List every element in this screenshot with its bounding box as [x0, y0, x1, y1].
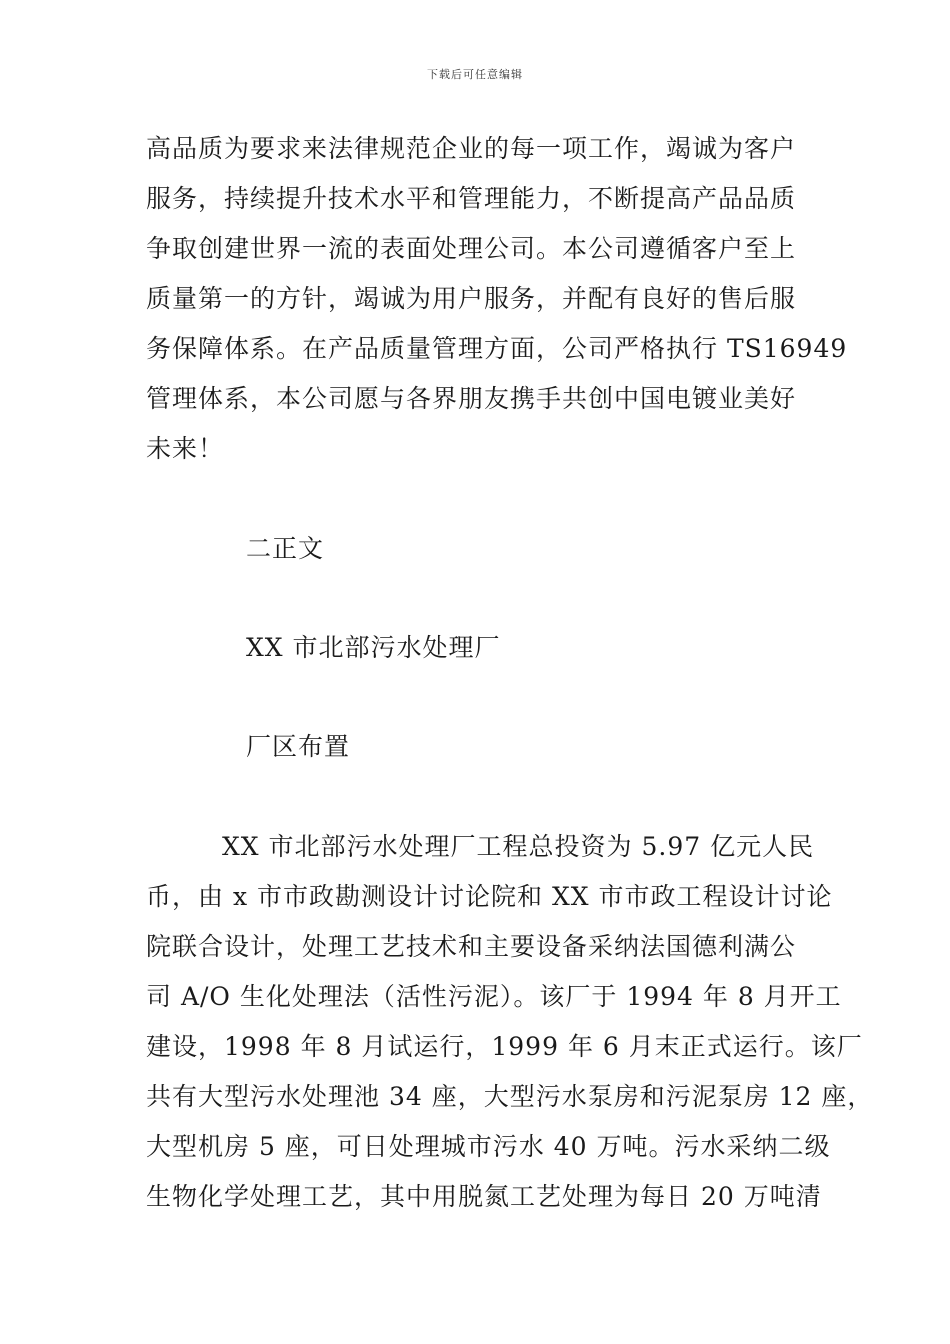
paragraph-line: 司 A/O 生化处理法（活性污泥）。该厂于 1994 年 8 月开工 — [146, 982, 842, 1011]
paragraph-line: 院联合设计，处理工艺技术和主要设备采纳法国德利满公 — [146, 932, 797, 961]
paragraph-line: 管理体系，本公司愿与各界朋友携手共创中国电镀业美好 — [146, 384, 797, 413]
paragraph-line: 质量第一的方针，竭诚为用户服务，并配有良好的售后服 — [146, 284, 797, 313]
plant-heading: XX 市北部污水处理厂 — [246, 633, 501, 662]
paragraph-line: 币，由 x 市市政勘测设计讨论院和 XX 市市政工程设计讨论 — [146, 882, 833, 911]
plant-description-paragraph — [146, 822, 874, 1222]
paragraph-line: 务保障体系。在产品质量管理方面，公司严格执行 TS16949 — [146, 334, 848, 363]
page-header: 下载后可任意编辑 — [427, 68, 523, 81]
section-heading: 二正文 — [246, 534, 325, 563]
paragraph-line: 未来！ — [146, 434, 225, 463]
paragraph-line: 服务，持续提升技术水平和管理能力，不断提高产品品质 — [146, 184, 797, 213]
layout-heading: 厂区布置 — [246, 732, 351, 761]
paragraph-line: 建设，1998 年 8 月试运行，1999 年 6 月末正式运行。该厂 — [146, 1032, 863, 1061]
paragraph-line: 共有大型污水处理池 34 座，大型污水泵房和污泥泵房 12 座， — [146, 1082, 874, 1111]
intro-paragraph — [146, 124, 848, 474]
paragraph-line: 争取创建世界一流的表面处理公司。本公司遵循客户至上 — [146, 234, 797, 263]
paragraph-line: 生物化学处理工艺，其中用脱氮工艺处理为每日 20 万吨清 — [146, 1182, 822, 1211]
paragraph-line: 高品质为要求来法律规范企业的每一项工作，竭诚为客户 — [146, 134, 797, 163]
paragraph-line: 大型机房 5 座，可日处理城市污水 40 万吨。污水采纳二级 — [146, 1132, 831, 1161]
paragraph-line: XX 市北部污水处理厂工程总投资为 5.97 亿元人民 — [222, 832, 815, 861]
